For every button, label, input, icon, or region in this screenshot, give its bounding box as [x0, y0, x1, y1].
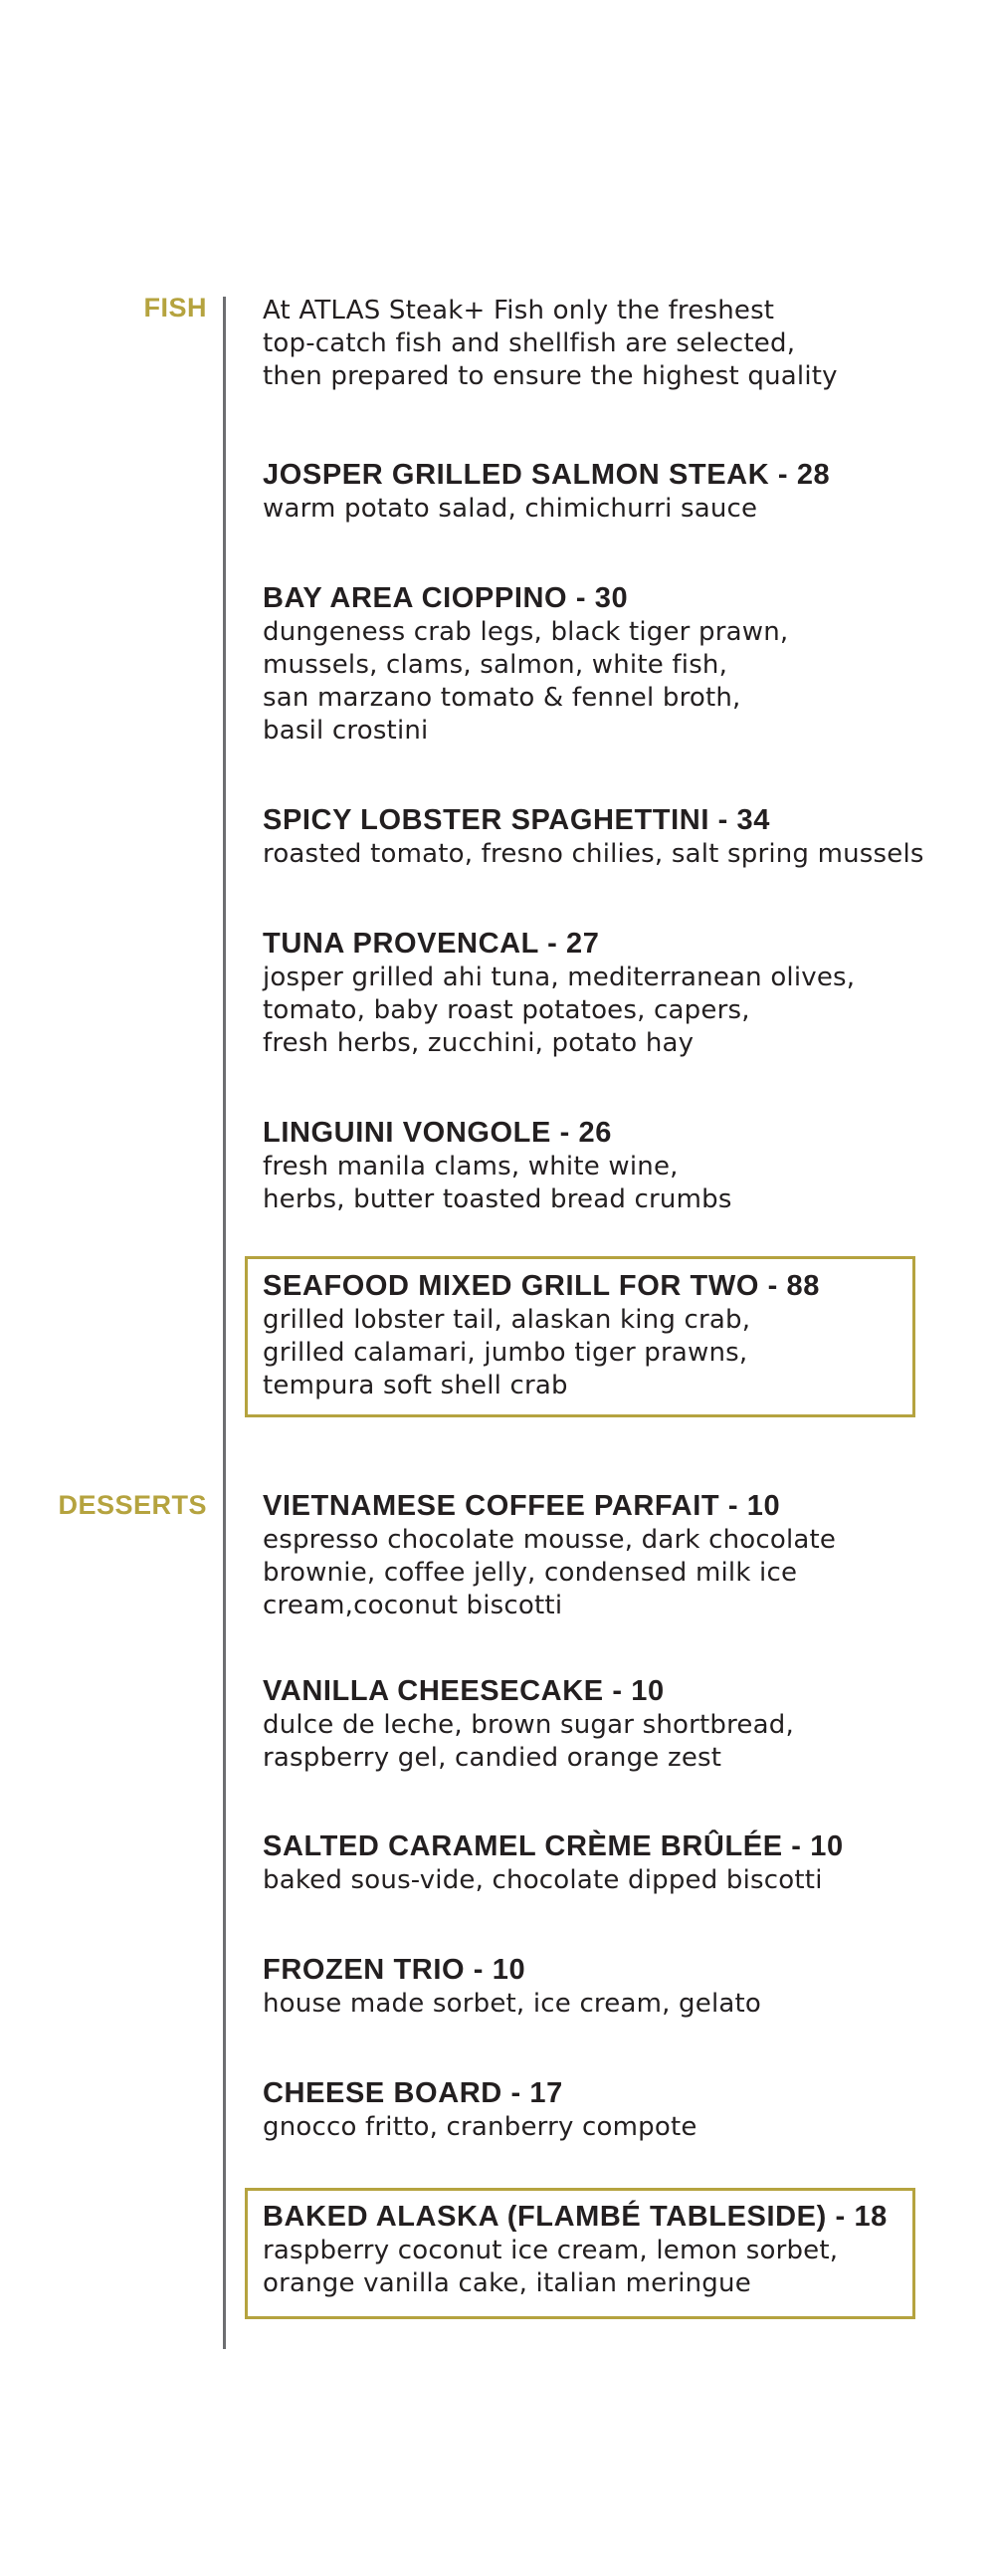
- desserts-divider-line: [223, 1439, 226, 2349]
- menu-item-name: FROZEN TRIO - 10: [263, 1954, 526, 1986]
- menu-item: [263, 1116, 979, 1216]
- menu-item-name: SPICY LOBSTER SPAGHETTINI - 34: [263, 804, 771, 836]
- menu-item-desc: gnocco fritto, cranberry compote: [263, 2112, 697, 2142]
- menu-item-name: JOSPER GRILLED SALMON STEAK - 28: [263, 459, 831, 491]
- menu-item-desc: grilled lobster tail, alaskan king crab, grilled calamari, jumbo tiger prawns, tempura soft shell crab: [263, 1305, 751, 1400]
- menu-item-desc: dulce de leche, brown sugar shortbread, raspberry gel, candied orange zest: [263, 1710, 794, 1773]
- menu-item-desc: baked sous-vide, chocolate dipped biscotti: [263, 1865, 823, 1895]
- menu-item-name: LINGUINI VONGOLE - 26: [263, 1117, 612, 1149]
- menu-item-name: BAKED ALASKA (FLAMBÉ TABLESIDE) - 18: [263, 2201, 888, 2233]
- menu-item: [263, 581, 979, 748]
- menu-item-desc: fresh manila clams, white wine, herbs, butter toasted bread crumbs: [263, 1152, 732, 1214]
- featured-menu-item: [263, 2200, 979, 2300]
- menu-item-desc: josper grilled ahi tuna, mediterranean olives, tomato, baby roast potatoes, capers, fresh herbs, zucchini, potato hay: [263, 963, 856, 1058]
- fish-divider-line: [223, 297, 226, 1439]
- menu-item-name: VANILLA CHEESECAKE - 10: [263, 1675, 665, 1707]
- menu-item-name: CHEESE BOARD - 17: [263, 2077, 563, 2109]
- menu-item: [263, 1953, 979, 2021]
- fish-section-label: FISH: [143, 293, 207, 322]
- menu-item-desc: house made sorbet, ice cream, gelato: [263, 1989, 761, 2019]
- menu-item-name: BAY AREA CIOPPINO - 30: [263, 582, 629, 614]
- menu-item: [263, 2076, 979, 2144]
- fish-intro: At ATLAS Steak+ Fish only the freshest top-catch fish and shellfish are selected, then prepared to ensure the highest quality: [263, 296, 838, 391]
- menu-item-desc: dungeness crab legs, black tiger prawn, mussels, clams, salmon, white fish, san marzano tomato & fennel broth, basil crostini: [263, 617, 789, 746]
- menu-item: [263, 803, 979, 871]
- menu-item-desc: raspberry coconut ice cream, lemon sorbet, orange vanilla cake, italian meringue: [263, 2236, 839, 2298]
- menu-item: [263, 1489, 979, 1622]
- menu-item: [263, 1674, 979, 1775]
- menu-item-desc: roasted tomato, fresno chilies, salt spring mussels: [263, 839, 924, 869]
- menu-item-name: SEAFOOD MIXED GRILL FOR TWO - 88: [263, 1270, 821, 1302]
- menu-item: [263, 1829, 979, 1897]
- menu-item-name: SALTED CARAMEL CRÈME BRÛLÉE - 10: [263, 1830, 844, 1862]
- menu-item-desc: espresso chocolate mousse, dark chocolate brownie, coffee jelly, condensed milk ice cream,coconut biscotti: [263, 1525, 837, 1620]
- menu-item-name: VIETNAMESE COFFEE PARFAIT - 10: [263, 1490, 781, 1522]
- menu-item: [263, 927, 979, 1060]
- menu-item-desc: warm potato salad, chimichurri sauce: [263, 494, 758, 524]
- menu-item-name: TUNA PROVENCAL - 27: [263, 928, 600, 960]
- featured-menu-item: [263, 1269, 979, 1402]
- desserts-section-label: DESSERTS: [58, 1490, 207, 1520]
- menu-item: [263, 458, 979, 526]
